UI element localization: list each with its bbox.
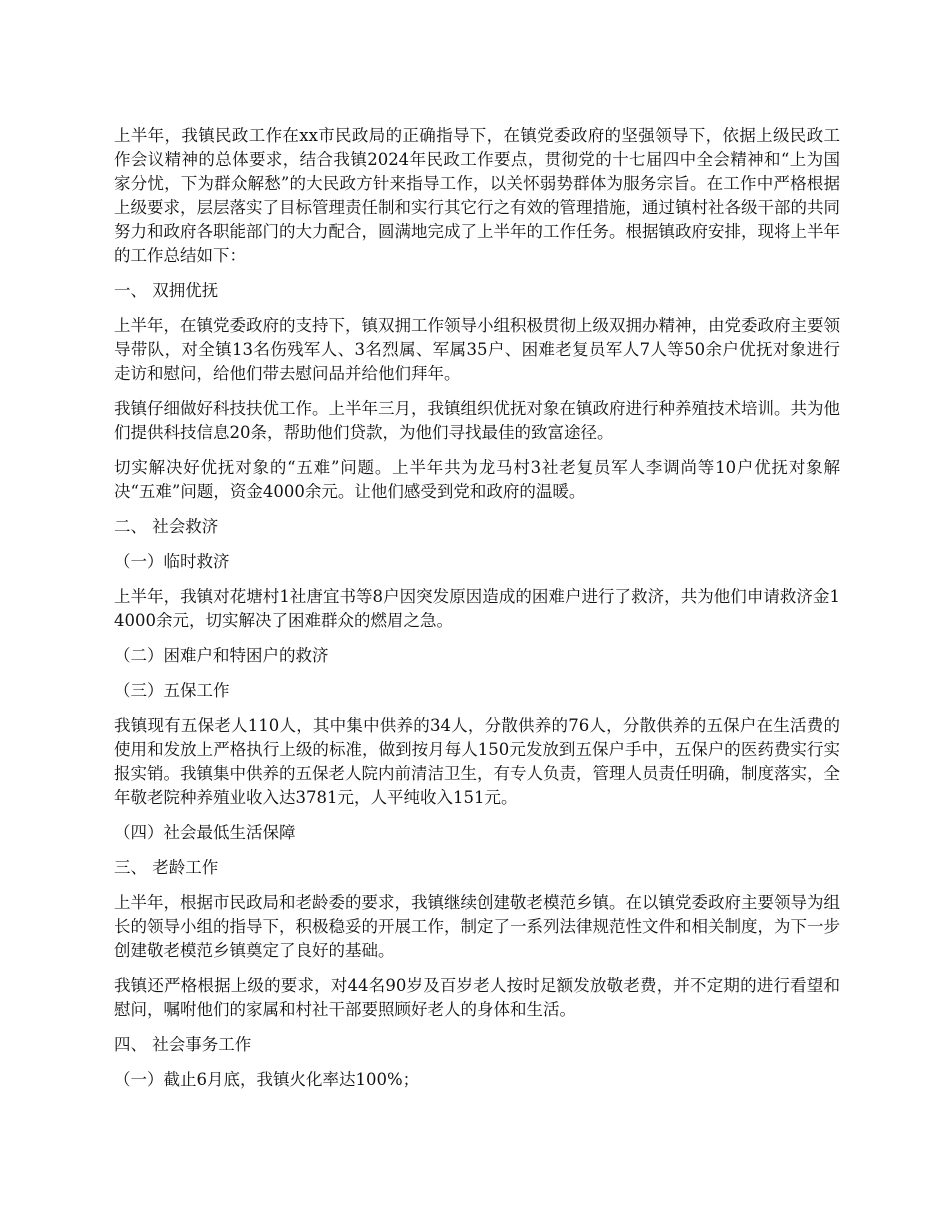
section2-subheading-4: （四）社会最低生活保障 — [114, 823, 296, 842]
section4-subheading-1: （一）截止6月底，我镇火化率达100%； — [114, 1070, 420, 1089]
section3-paragraph-2: 我镇还严格根据上级的要求，对44名90岁及百岁老人按时足额发放敬老费，并不定期的进行看望和慰问，嘱咐他们的家属和村社干部要照顾好老人的身体和生活。 — [114, 976, 840, 1019]
section2-subheading-2: （二）困难户和特困户的救济 — [114, 646, 329, 665]
section-heading-2: 二、 社会救济 — [114, 517, 219, 536]
section1-paragraph-3: 切实解决好优抚对象的“五难”问题。上半年共为龙马村3社老复员军人李调尚等10户优抚对象解决“五难”问题，资金4000余元。让他们感受到党和政府的温暖。 — [114, 458, 840, 501]
section1-paragraph-1: 上半年，在镇党委政府的支持下，镇双拥工作领导小组积极贯彻上级双拥办精神，由党委政府主要领导带队，对全镇13名伤残军人、3名烈属、军属35户、困难老复员军人7人等50余户优抚对象进行走访和慰问，给他们带去慰问品并给他们拜年。 — [114, 316, 840, 383]
document-body — [114, 124, 840, 1103]
section3-paragraph-1: 上半年，根据市民政局和老龄委的要求，我镇继续创建敬老模范乡镇。在以镇党委政府主要领导为组长的领导小组的指导下，积极稳妥的开展工作，制定了一系列法律规范性文件和相关制度，为下一步创建敬老模范乡镇奠定了良好的基础。 — [114, 893, 840, 960]
section2-paragraph-1: 上半年，我镇对花塘村1社唐宜书等8户因突发原因造成的困难户进行了救济，共为他们申请救济金14000余元，切实解决了困难群众的燃眉之急。 — [114, 587, 840, 630]
intro-paragraph: 上半年，我镇民政工作在xx市民政局的正确指导下，在镇党委政府的坚强领导下，依据上级民政工作会议精神的总体要求，结合我镇2024年民政工作要点，贯彻党的十七届四中全会精神和“上为国家分忧，下为群众解愁”的大民政方针来指导工作，以关怀弱势群体为服务宗旨。在工作中严格根据上级要求，层层落实了目标管理责任制和实行其它行之有效的管理措施，通过镇村社各级干部的共同努力和政府各职能部门的大力配合，圆满地完成了上半年的工作任务。根据镇政府安排，现将上半年的工作总结如下： — [114, 126, 840, 265]
section-heading-1: 一、 双拥优抚 — [114, 281, 219, 300]
section-heading-3: 三、 老龄工作 — [114, 858, 219, 877]
section2-subheading-1: （一）临时救济 — [114, 552, 230, 571]
section2-subheading-3: （三）五保工作 — [114, 681, 230, 700]
section-heading-4: 四、 社会事务工作 — [114, 1035, 252, 1054]
section2-paragraph-2: 我镇现有五保老人110人，其中集中供养的34人，分散供养的76人，分散供养的五保户在生活费的使用和发放上严格执行上级的标准，做到按月每人150元发放到五保户手中，五保户的医药费实行实报实销。我镇集中供养的五保老人院内前清洁卫生，有专人负责，管理人员责任明确，制度落实，全年敬老院种养殖业收入达3781元，人平纯收入151元。 — [114, 716, 840, 807]
section1-paragraph-2: 我镇仔细做好科技扶优工作。上半年三月，我镇组织优抚对象在镇政府进行种养殖技术培训。共为他们提供科技信息20条，帮助他们贷款，为他们寻找最佳的致富途径。 — [114, 399, 840, 442]
